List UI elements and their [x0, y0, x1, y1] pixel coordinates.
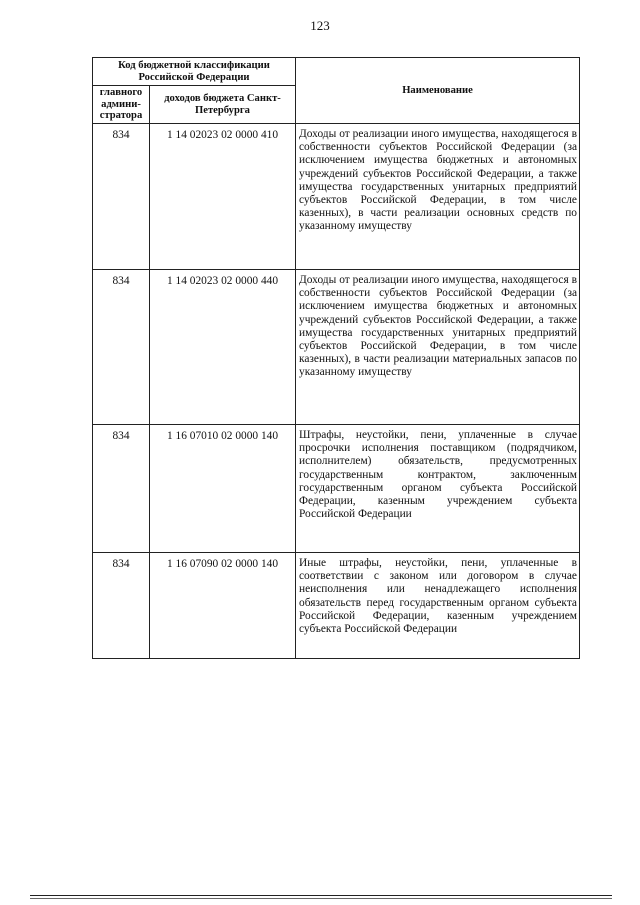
table-row — [93, 270, 580, 425]
budget-classification-table — [92, 57, 580, 659]
income-code-cell: 1 14 02023 02 0000 440 — [150, 270, 296, 425]
scan-bottom-line — [30, 895, 612, 896]
table-row — [93, 553, 580, 659]
admin-code-cell: 834 — [93, 553, 150, 659]
header-name: Наименование — [296, 58, 580, 124]
header-income: доходов бюджета Санкт-Петербурга — [150, 86, 296, 124]
header-classification-code: Код бюджетной классификации Российской Федерации — [93, 58, 296, 86]
name-cell: Штрафы, неустойки, пени, уплаченные в случае просрочки исполнения поставщиком (подрядчиком, исполнителем) обязательств, предусмотренных государственным контрактом, заключенным государственным органом субъекта Российской Федерации, казенным учреждением субъекта Российской Федерации — [296, 425, 580, 553]
income-code-cell: 1 14 02023 02 0000 410 — [150, 124, 296, 270]
header-admin: главного админи-стратора — [93, 86, 150, 124]
table-row — [93, 124, 580, 270]
name-cell: Иные штрафы, неустойки, пени, уплаченные в соответствии с законом или договором в случае неисполнения или ненадлежащего исполнения обязательств перед государственным органом субъекта Российской Федерации, казенным учреждением субъекта Российской Федерации — [296, 553, 580, 659]
admin-code-cell: 834 — [93, 124, 150, 270]
admin-code-cell: 834 — [93, 425, 150, 553]
name-cell: Доходы от реализации иного имущества, находящегося в собственности субъектов Российской Федерации (за исключением имущества бюджетных и автономных учреждений субъектов Российской Федерации, а также имущества государственных унитарных предприятий субъектов Российской Федерации, в том числе казенных), в части реализации основных средств по указанному имуществу — [296, 124, 580, 270]
income-code-cell: 1 16 07090 02 0000 140 — [150, 553, 296, 659]
admin-code-cell: 834 — [93, 270, 150, 425]
name-cell: Доходы от реализации иного имущества, находящегося в собственности субъектов Российской Федерации (за исключением имущества бюджетных и автономных учреждений субъектов Российской Федерации, а также имущества государственных унитарных предприятий субъектов Российской Федерации, в том числе казенных), в части реализации материальных запасов по указанному имуществу — [296, 270, 580, 425]
page-number: 123 — [310, 18, 330, 33]
scan-bottom-line — [30, 898, 612, 899]
table-row — [93, 425, 580, 553]
income-code-cell: 1 16 07010 02 0000 140 — [150, 425, 296, 553]
